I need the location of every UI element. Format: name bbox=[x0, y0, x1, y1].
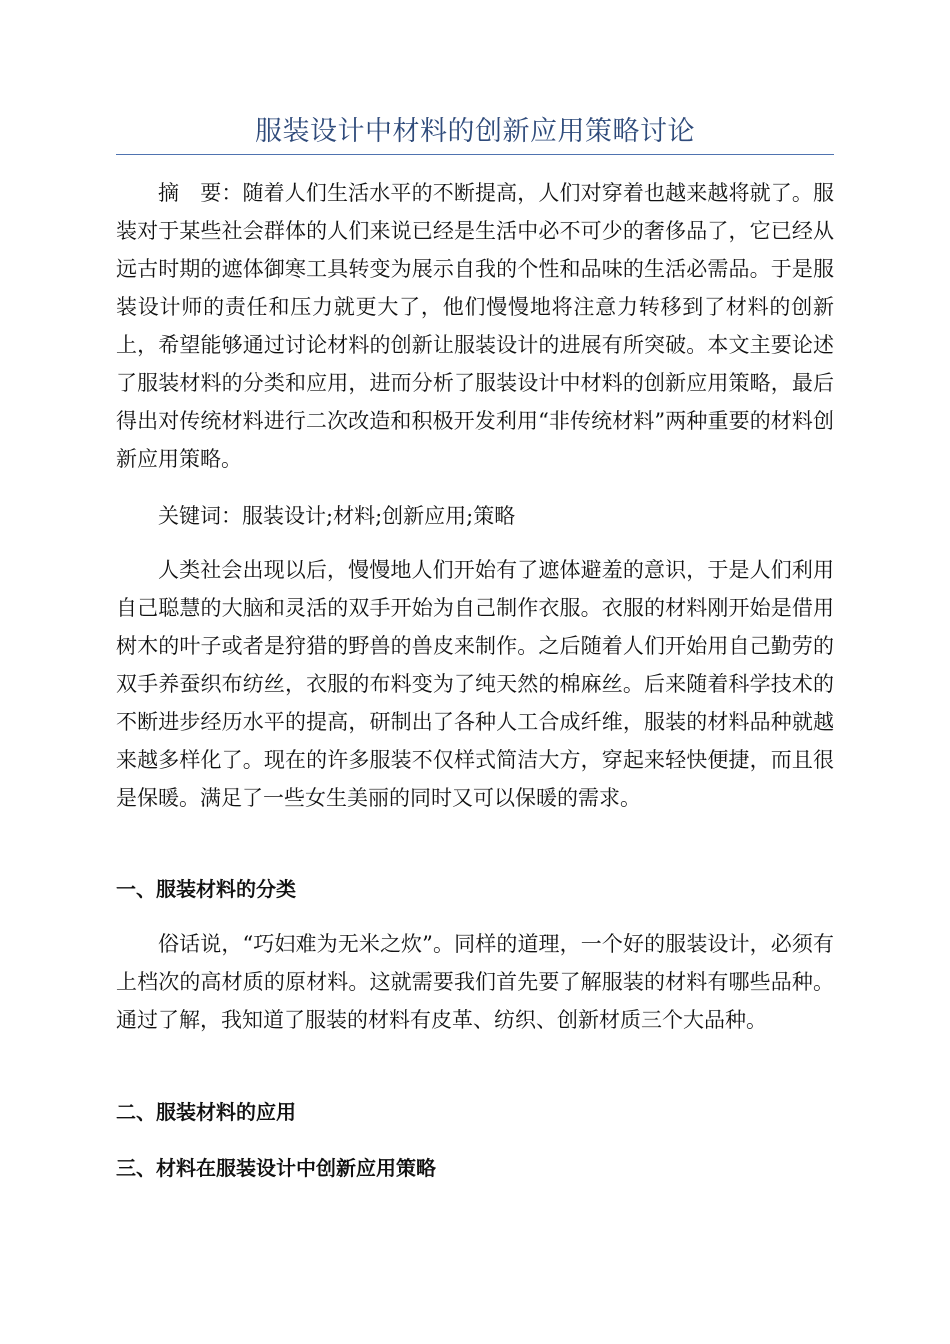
classification-paragraph: 俗话说，“巧妇难为无米之炊”。同样的道理，一个好的服装设计，必须有上档次的高材质的原材料。这就需要我们首先要了解服装的材料有哪些品种。通过了解，我知道了服装的材料有皮革、纺织、创新材质三个大品种。 bbox=[116, 932, 834, 1032]
section-heading-innovation-strategy: 三、材料在服装设计中创新应用策略 bbox=[116, 1156, 436, 1180]
document-title: 服装设计中材料的创新应用策略讨论 bbox=[255, 116, 695, 147]
section-heading-classification: 一、服装材料的分类 bbox=[116, 877, 296, 901]
keywords-line bbox=[116, 497, 834, 535]
keywords-text: 服装设计;材料;创新应用;策略 bbox=[242, 504, 516, 528]
keywords-label: 关键词： bbox=[158, 504, 242, 528]
abstract-text: 随着人们生活水平的不断提高，人们对穿着也越来越将就了。服装对于某些社会群体的人们来说已经是生活中必不可少的奢侈品了，它已经从远古时期的遮体御寒工具转变为展示自我的个性和品味的生活必需品。于是服装设计师的责任和压力就更大了，他们慢慢地将注意力转移到了材料的创新上，希望能够通过讨论材料的创新让服装设计的进展有所突破。本文主要论述了服装材料的分类和应用，进而分析了服装设计中材料的创新应用策略，最后得出对传统材料进行二次改造和积极开发利用“非传统材料”两种重要的材料创新应用策略。 bbox=[116, 181, 835, 471]
abstract-paragraph bbox=[116, 174, 834, 478]
intro-paragraph: 人类社会出现以后，慢慢地人们开始有了遮体避羞的意识，于是人们利用自己聪慧的大脑和灵活的双手开始为自己制作衣服。衣服的材料刚开始是借用树木的叶子或者是狩猎的野兽的兽皮来制作。之后随着人们开始用自己勤劳的双手养蚕织布纺丝，衣服的布料变为了纯天然的棉麻丝。后来随着科学技术的不断进步经历水平的提高，研制出了各种人工合成纤维，服装的材料品种就越来越多样化了。现在的许多服装不仅样式简洁大方，穿起来轻快便捷，而且很是保暖。满足了一些女生美丽的同时又可以保暖的需求。 bbox=[116, 558, 834, 810]
section-heading-application: 二、服装材料的应用 bbox=[116, 1100, 296, 1124]
title-underline bbox=[116, 154, 834, 155]
abstract-label: 摘 要： bbox=[158, 181, 243, 205]
